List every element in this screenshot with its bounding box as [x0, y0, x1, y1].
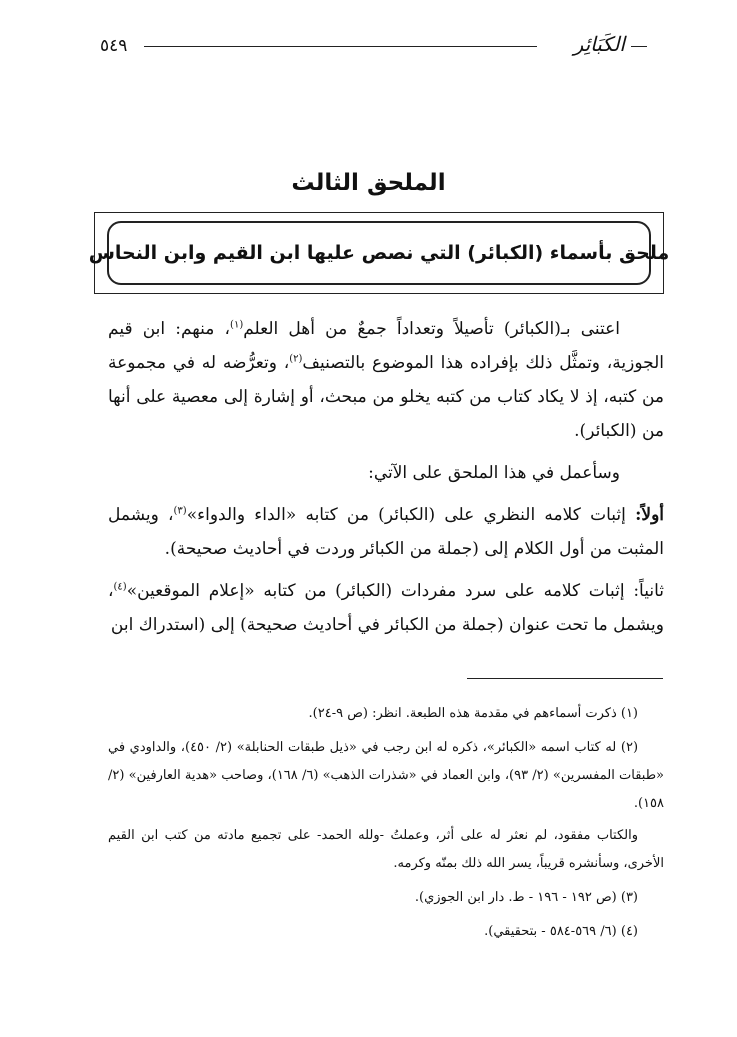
p4-text-a: إثبات كلامه على سرد مفردات (الكبائر) من كتابه «إعلام الموقعين»: [126, 581, 634, 601]
footnote-ref-3: (٣): [173, 505, 187, 517]
footnote-4: (٤) (٦/ ٥٦٩-٥٨٤ - بتحقيقي).: [484, 924, 638, 939]
footnotes: [108, 700, 664, 952]
first-lead: أولاً:: [635, 505, 664, 525]
footnote-ref-1: (١): [230, 319, 244, 331]
header-rule: [144, 46, 537, 47]
subtitle-frame: [88, 212, 670, 294]
p1-text-b: ، منهم: ابن قيم الجوزية، وتمثَّل ذلك بإفراده هذا الموضوع بالتصنيف: [108, 319, 664, 373]
p1-text-c: ، وتعرُّضه له في مجموعة من كتبه، إذ لا يكاد كتاب من كتبه يخلو من مبحث، أو إشارة إلى معصية على أنها من (الكبائر).: [108, 353, 664, 441]
appendix-subtitle: ملحق بأسماء (الكبائر) التي نصص عليها ابن القيم وابن النحاس: [88, 242, 670, 264]
second-lead: ثانياً:: [633, 581, 664, 601]
footnote-separator: [467, 678, 663, 679]
footnote-1: (١) ذكرت أسماءهم في مقدمة هذه الطبعة. انظر: (ص ٩-٢٤).: [308, 706, 638, 721]
paragraph-second: [108, 574, 664, 642]
paragraph-first: [108, 498, 664, 566]
header-rule-short: [631, 46, 647, 47]
footnote-3: (٣) (ص ١٩٢ - ١٩٦ - ط. دار ابن الجوزي).: [414, 890, 638, 905]
running-header: [100, 32, 647, 62]
p4-text-b: ، ويشمل ما تحت عنوان (جملة من الكبائر في أحاديث صحيحة) إلى (استدراك ابن: [108, 581, 664, 635]
paragraph-plan: وسأعمل في هذا الملحق على الآتي:: [368, 463, 620, 483]
appendix-title: الملحق الثالث: [291, 170, 446, 196]
subtitle-inner-frame: [88, 221, 670, 285]
running-title: الكَبَائِر: [573, 32, 625, 56]
paragraph-intro: [108, 312, 664, 448]
p1-text-a: اعتنى بـ(الكبائر) تأصيلاً وتعداداً جمعٌ من أهل العلم: [243, 319, 620, 339]
page-number: ٥٤٩: [100, 36, 128, 56]
body-text: [108, 312, 664, 642]
footnote-ref-2: (٢): [289, 353, 303, 365]
footnote-2: (٢) له كتاب اسمه «الكبائر»، ذكره له ابن رجب في «ذيل طبقات الحنابلة» (٢/ ٤٥٠)، والداودي في «طبقات المفسرين» (٢/ ٩٣)، وابن العماد في «شذرات الذهب» (٦/ ١٦٨)، وصاحب «هدية العارفين» (٢/ ١٥٨).: [108, 740, 664, 811]
p3-text-b: ، ويشمل المثبت من أول الكلام إلى (جملة من الكبائر وردت في أحاديث صحيحة).: [108, 505, 664, 559]
footnote-ref-4: (٤): [113, 581, 127, 593]
footnote-2-continuation: والكتاب مفقود، لم نعثر له على أثر، وعملتُ -ولله الحمد- على تجميع مادته من كتب ابن القيم الأخرى، وسأنشره قريباً، يسر الله ذلك بمنّه وكرمه.: [108, 828, 664, 871]
p3-text-a: إثبات كلامه النظري على (الكبائر) من كتابه «الداء والدواء»: [186, 505, 636, 525]
